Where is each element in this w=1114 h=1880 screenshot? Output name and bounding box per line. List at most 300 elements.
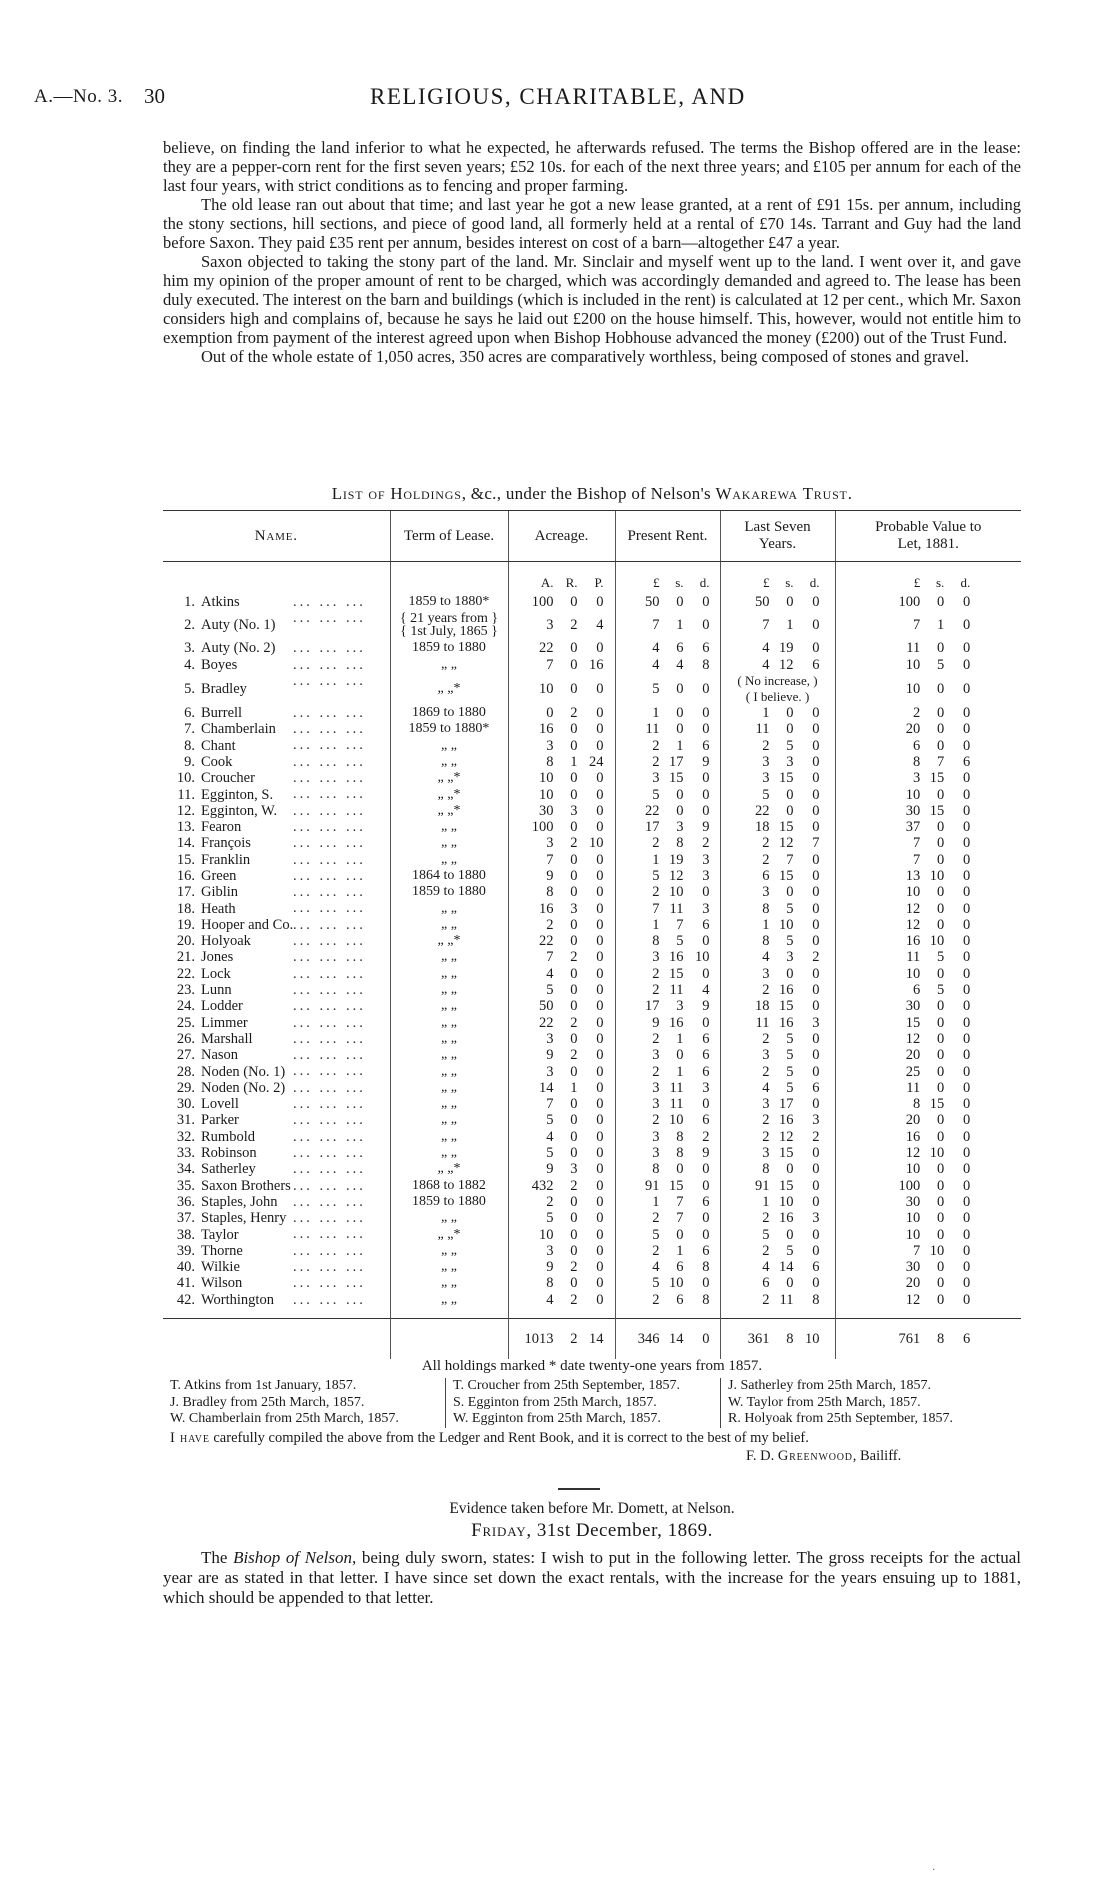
last-seven-years-cell: [720, 852, 835, 868]
probable-value-cell: [835, 770, 1021, 786]
present-rent-cell: [615, 1031, 720, 1047]
rent-minor: 0: [702, 594, 710, 611]
leader-dots: ... ... ...: [293, 933, 366, 950]
total-acreage-minor: 14: [589, 1330, 604, 1347]
leader-dots: ... ... ...: [293, 1226, 366, 1243]
rent-minor: 3: [702, 1079, 710, 1096]
last-middle: 3: [786, 949, 794, 966]
rent-minor: 0: [702, 884, 710, 901]
paragraph-4: Out of the whole estate of 1,050 acres, 350 acres are comparatively worthless, being composed of stones and gravel.: [201, 347, 969, 366]
present-rent-cell: [615, 835, 720, 851]
rent-middle: 0: [676, 1047, 684, 1064]
acreage-cell: [508, 754, 615, 770]
rent-major: 2: [652, 1210, 660, 1227]
holding-name: 31. Parker ... ... ...: [176, 1112, 366, 1129]
bailiff-signature: F. D. Greenwood, Bailiff.: [746, 1448, 902, 1464]
term-of-lease: „ „: [390, 1275, 508, 1291]
last-middle: 10: [779, 916, 794, 933]
probable-value-cell: [835, 933, 1021, 949]
holding-row: [163, 1210, 1021, 1226]
holding-name: 8. Chant ... ... ...: [184, 737, 366, 754]
holdings-table: [163, 510, 1021, 1359]
acreage-minor: 0: [596, 1275, 604, 1292]
acreage-middle: 0: [570, 1226, 578, 1243]
prob-middle: 0: [937, 680, 945, 697]
probable-value-cell: [835, 835, 1021, 851]
holding-name: 13. Fearon ... ... ...: [176, 818, 366, 836]
leader-dots: ... ... ...: [293, 1275, 366, 1292]
term-of-lease: „ „*: [390, 1161, 508, 1177]
last-major: 6: [762, 868, 770, 884]
last-minor: 0: [812, 753, 820, 770]
rent-major: 17: [645, 998, 660, 1015]
last-middle: 0: [786, 1226, 794, 1243]
prob-middle: 0: [937, 1014, 945, 1031]
last-minor: 0: [812, 916, 820, 933]
prob-minor: 0: [963, 770, 971, 787]
leader-dots: ... ... ...: [293, 1177, 366, 1194]
last-major: 4: [762, 640, 770, 657]
acreage-major: 3: [546, 737, 554, 754]
rent-unit-major: £: [653, 575, 660, 590]
last-major: 2: [762, 835, 770, 852]
reference-entry: T. Croucher from 25th September, 1857.: [453, 1378, 681, 1393]
holding-row: [163, 917, 1021, 933]
last-middle: 1: [786, 617, 794, 634]
prob-major: 3: [913, 770, 921, 787]
rent-minor: 0: [702, 770, 710, 787]
holding-name: 1. Atkins ... ... ...: [184, 594, 366, 611]
acreage-cell: [508, 852, 615, 868]
holding-row: [163, 949, 1021, 965]
acreage-middle: 2: [570, 705, 578, 722]
probable-value-cell: [835, 917, 1021, 933]
acreage-unit-major: A.: [540, 575, 554, 590]
rent-minor: 0: [702, 721, 710, 738]
present-rent-cell: [615, 1210, 720, 1226]
acreage-minor: 0: [596, 1063, 604, 1080]
acreage-minor: 0: [596, 916, 604, 933]
prob-minor: 0: [963, 1177, 971, 1194]
last-major: 18: [755, 819, 770, 836]
last-major: 8: [762, 1161, 770, 1178]
term-of-lease: „ „*: [390, 770, 508, 786]
acreage-major: 4: [546, 1291, 554, 1308]
rent-minor: 6: [702, 1242, 710, 1259]
acreage-cell: [508, 610, 615, 640]
prob-major: 11: [906, 1079, 921, 1096]
acreage-cell: [508, 966, 615, 982]
acreage-middle: 2: [570, 1291, 578, 1308]
present-rent-cell: [615, 1047, 720, 1063]
leader-dots: ... ... ...: [293, 900, 366, 917]
acreage-minor: 0: [596, 1014, 604, 1031]
acreage-cell: [508, 949, 615, 965]
term-of-lease: „ „: [390, 1210, 508, 1226]
witness-name: Bishop of Nelson: [233, 1548, 352, 1567]
probable-value-cell: [835, 1129, 1021, 1145]
last-middle: 16: [779, 982, 794, 999]
last-major: 1: [762, 1193, 770, 1210]
acreage-minor: 0: [596, 933, 604, 950]
acreage-middle: 0: [570, 933, 578, 950]
rent-major: 9: [652, 1014, 660, 1031]
acreage-middle: 0: [570, 1193, 578, 1210]
rent-minor: 0: [702, 965, 710, 982]
prob-minor: 0: [963, 705, 971, 722]
term-of-lease: „ „: [390, 1145, 508, 1161]
present-rent-cell: [615, 657, 720, 673]
present-rent-cell: [615, 982, 720, 998]
prob-major: 20: [905, 721, 921, 738]
prob-middle: 0: [937, 965, 945, 982]
leader-dots: ... ... ...: [293, 965, 366, 982]
leader-dots: ... ... ...: [293, 656, 366, 673]
leader-dots: ... ... ...: [293, 786, 366, 803]
acreage-cell: [508, 737, 615, 753]
last-middle: 5: [786, 1030, 794, 1047]
probable-value-cell: [835, 786, 1021, 802]
acreage-cell: [508, 1259, 615, 1275]
acreage-major: 7: [546, 1096, 554, 1113]
prob-middle: 0: [937, 1112, 945, 1129]
last-minor: 0: [812, 594, 820, 611]
rent-minor: 8: [702, 656, 710, 673]
rent-minor: 0: [702, 617, 710, 634]
rent-major: 3: [652, 770, 660, 787]
prob-middle: 10: [929, 933, 945, 950]
holding-row: [163, 933, 1021, 949]
holding-name: 12. Egginton, W. ... ... ...: [176, 802, 366, 819]
prob-middle: 0: [937, 1193, 945, 1210]
last-major: 2: [762, 1128, 770, 1145]
probable-value-cell: [835, 1194, 1021, 1210]
term-of-lease: „ „: [390, 1129, 508, 1145]
last-seven-years-cell: [720, 1080, 835, 1096]
acreage-major: 10: [539, 786, 554, 803]
acreage-cell: [508, 933, 615, 949]
acreage-middle: 0: [570, 594, 578, 611]
total-prob-middle: 8: [937, 1330, 945, 1347]
rent-middle: 8: [676, 1145, 684, 1162]
last-minor: 0: [812, 802, 820, 819]
rent-minor: 0: [702, 1210, 710, 1227]
acreage-middle: 0: [570, 680, 578, 697]
rent-major: 4: [652, 656, 660, 673]
prob-minor: 0: [963, 965, 971, 982]
last-middle: 5: [786, 737, 794, 754]
prob-minor: 0: [963, 1030, 971, 1047]
rent-major: 4: [652, 640, 660, 657]
last-seven-years-cell: [720, 884, 835, 900]
acreage-major: 10: [539, 770, 554, 787]
rent-major: 1: [652, 1193, 660, 1210]
last-middle: 0: [786, 721, 794, 738]
present-rent-cell: [615, 884, 720, 900]
rent-middle: 1: [676, 737, 684, 754]
holding-name: 24. Lodder ... ... ...: [176, 998, 366, 1015]
total-probable-value: [835, 1318, 1021, 1359]
acreage-cell: [508, 917, 615, 933]
term-of-lease: „ „: [390, 852, 508, 868]
prob-middle: 5: [937, 949, 945, 966]
prob-middle: 0: [937, 1030, 945, 1047]
prob-major: 20: [905, 1275, 921, 1292]
prob-major: 6: [913, 737, 921, 754]
prob-major: 20: [905, 1047, 921, 1064]
prob-minor: 0: [963, 594, 971, 611]
last-seven-years-cell: [720, 737, 835, 753]
holding-row: [163, 1226, 1021, 1242]
acreage-minor: 0: [596, 1047, 604, 1064]
holding-name: 34. Satherley ... ... ...: [176, 1161, 366, 1178]
acreage-middle: 2: [570, 1177, 578, 1194]
present-rent-cell: [615, 786, 720, 802]
acreage-cell: [508, 1178, 615, 1194]
last-major: 2: [762, 1242, 770, 1259]
acreage-minor: 0: [596, 900, 604, 917]
last-major: 2: [762, 1210, 770, 1227]
last-minor: 0: [812, 819, 820, 836]
reference-entry: W. Chamberlain from 25th March, 1857.: [170, 1411, 399, 1426]
acreage-minor: 0: [596, 949, 604, 966]
last-seven-years-cell: [720, 819, 835, 835]
prob-major: 8: [913, 753, 921, 770]
last-middle: 0: [786, 1275, 794, 1292]
last-middle: 15: [779, 770, 794, 787]
rent-middle: 6: [676, 1259, 684, 1276]
last-major: 4: [762, 949, 770, 966]
present-rent-cell: [615, 610, 720, 640]
last-major: 2: [762, 1291, 770, 1308]
leader-dots: ... ... ...: [293, 1063, 366, 1080]
acreage-cell: [508, 900, 615, 916]
last-middle: 12: [779, 835, 794, 852]
prob-middle: 0: [937, 705, 945, 722]
present-rent-cell: [615, 933, 720, 949]
prob-middle: 0: [937, 1161, 945, 1178]
holding-name: 22. Lock ... ... ...: [176, 965, 366, 982]
acreage-middle: 0: [570, 1242, 578, 1259]
rent-middle: 6: [676, 1291, 684, 1308]
prob-middle: 15: [929, 802, 945, 819]
acreage-minor: 16: [589, 656, 604, 673]
prob-major: 12: [905, 1145, 921, 1162]
prob-middle: 15: [929, 770, 945, 787]
holding-row: [163, 1194, 1021, 1210]
acreage-cell: [508, 868, 615, 884]
prob-minor: 0: [963, 1014, 971, 1031]
present-rent-cell: [615, 852, 720, 868]
rent-minor: 2: [702, 1128, 710, 1145]
term-of-lease: „ „: [390, 1096, 508, 1112]
leader-dots: ... ... ...: [293, 835, 366, 852]
rent-major: 7: [652, 617, 660, 634]
prob-minor: 0: [963, 786, 971, 803]
acreage-minor: 10: [589, 835, 604, 852]
rent-minor: 0: [702, 1177, 710, 1194]
prob-middle: 0: [937, 916, 945, 933]
acreage-major: 432: [531, 1177, 554, 1194]
prob-minor: 0: [963, 1079, 971, 1096]
acreage-middle: 0: [570, 656, 578, 673]
acreage-minor: 0: [596, 1242, 604, 1259]
last-major: 3: [762, 1145, 770, 1162]
prob-minor: 0: [963, 1242, 971, 1259]
acreage-cell: [508, 1080, 615, 1096]
acreage-middle: 1: [570, 753, 578, 770]
evidence-date: Friday, 31st December, 1869.: [471, 1520, 713, 1541]
holding-name: 15. Franklin ... ... ...: [176, 851, 366, 868]
column-divider: [445, 1378, 446, 1428]
rent-major: 8: [652, 1161, 660, 1178]
acreage-major: 16: [539, 721, 554, 738]
acreage-cell: [508, 705, 615, 721]
holding-name: 38. Taylor ... ... ...: [176, 1226, 366, 1243]
paragraph-1: believe, on finding the land inferior to what he expected, he afterwards refused. The terms the Bishop offered are in the lease: they are a pepper-corn rent for the first seven years; £52 10s. for each of the next three years; and £105 per annum for each of the last four years, with strict conditions as to fencing and proper farming.: [163, 138, 1021, 195]
acreage-major: 5: [546, 1112, 554, 1129]
probable-value-cell: [835, 640, 1021, 656]
leader-dots: ... ... ...: [293, 802, 366, 819]
acreage-major: 8: [546, 1275, 554, 1292]
last-minor: 0: [812, 851, 820, 868]
rent-major: 2: [652, 1291, 660, 1308]
holding-row: [163, 1259, 1021, 1275]
term-of-lease: „ „: [390, 835, 508, 851]
holding-row: [163, 1243, 1021, 1259]
rent-middle: 8: [676, 835, 684, 852]
last-seven-years-cell: [720, 1129, 835, 1145]
running-title: RELIGIOUS, CHARITABLE, AND: [370, 84, 746, 109]
last-major: 8: [762, 933, 770, 950]
present-rent-cell: [615, 1096, 720, 1112]
term-of-lease: „ „: [390, 819, 508, 835]
acreage-minor: 0: [596, 1259, 604, 1276]
last-middle: 0: [786, 1161, 794, 1178]
probable-value-cell: [835, 673, 1021, 705]
acreage-middle: 0: [570, 640, 578, 657]
prob-minor: 6: [963, 753, 971, 770]
rent-major: 2: [652, 1242, 660, 1259]
prob-minor: 0: [963, 1128, 971, 1145]
present-rent-cell: [615, 1161, 720, 1177]
present-rent-cell: [615, 1063, 720, 1079]
acreage-minor: 0: [596, 802, 604, 819]
reference-column-2: [453, 1378, 680, 1428]
last-minor: 0: [812, 1242, 820, 1259]
acreage-minor: 0: [596, 851, 604, 868]
acreage-middle: 0: [570, 1210, 578, 1227]
prob-middle: 7: [937, 753, 945, 770]
total-last-middle: 8: [786, 1330, 794, 1347]
acreage-middle: 0: [570, 1063, 578, 1080]
rent-middle: 11: [669, 900, 684, 917]
rent-major: 5: [652, 680, 660, 697]
prob-minor: 0: [963, 819, 971, 836]
last-minor: 6: [812, 656, 820, 673]
term-of-lease: „ „: [390, 754, 508, 770]
acreage-major: 10: [539, 680, 554, 697]
acreage-cell: [508, 1129, 615, 1145]
table-header-row: [163, 511, 1021, 562]
rent-major: 1: [652, 916, 660, 933]
prob-minor: 0: [963, 1259, 971, 1276]
acreage-minor: 0: [596, 819, 604, 836]
leader-dots: ... ... ...: [293, 640, 366, 657]
present-rent-cell: [615, 900, 720, 916]
acreage-cell: [508, 835, 615, 851]
prob-major: 7: [913, 1242, 921, 1259]
acreage-major: 5: [546, 1210, 554, 1227]
rent-major: 2: [652, 1030, 660, 1047]
acreage-cell: [508, 1031, 615, 1047]
present-rent-cell: [615, 1178, 720, 1194]
rent-middle: 7: [676, 1210, 684, 1227]
present-rent-cell: [615, 594, 720, 610]
holding-name: 32. Rumbold ... ... ...: [176, 1128, 366, 1145]
holding-row: [163, 835, 1021, 851]
term-of-lease: „ „: [390, 1259, 508, 1275]
last-major: 1: [762, 916, 770, 933]
reference-entry: T. Atkins from 1st January, 1857.: [170, 1378, 357, 1393]
holding-name: 18. Heath ... ... ...: [176, 900, 366, 917]
prob-minor: 0: [963, 617, 971, 634]
acreage-middle: 0: [570, 1128, 578, 1145]
rent-major: 3: [652, 1096, 660, 1113]
last-major: 2: [762, 851, 770, 868]
probable-value-cell: [835, 1259, 1021, 1275]
rent-major: 22: [645, 802, 660, 819]
term-of-lease: „ „*: [390, 803, 508, 819]
acreage-middle: 0: [570, 737, 578, 754]
probable-value-cell: [835, 1063, 1021, 1079]
rent-middle: 0: [676, 786, 684, 803]
last-seven-years-cell: [720, 900, 835, 916]
prob-major: 10: [905, 965, 921, 982]
rent-major: 2: [652, 835, 660, 852]
last-seven-years-cell: [720, 835, 835, 851]
holding-row: [163, 868, 1021, 884]
rent-minor: 0: [702, 680, 710, 697]
term-of-lease: „ „: [390, 657, 508, 673]
present-rent-cell: [615, 640, 720, 656]
acreage-major: 16: [539, 900, 554, 917]
prob-middle: 15: [929, 1096, 945, 1113]
probable-value-cell: [835, 1112, 1021, 1128]
last-middle: 16: [779, 1112, 794, 1129]
last-major: 5: [762, 786, 770, 803]
last-seven-years-cell: [720, 1063, 835, 1079]
last-middle: 5: [786, 1242, 794, 1259]
last-unit-middle: s.: [785, 575, 794, 590]
holding-row: [163, 754, 1021, 770]
header-last-seven-years: Last Seven Years.: [720, 511, 835, 562]
holding-row: [163, 852, 1021, 868]
term-of-lease: 1859 to 1880: [390, 884, 508, 900]
acreage-minor: 0: [596, 884, 604, 901]
last-unit-major: £: [763, 575, 770, 590]
prob-minor: 0: [963, 1226, 971, 1243]
prob-minor: 0: [963, 1161, 971, 1178]
acreage-major: 2: [546, 916, 554, 933]
acreage-major: 5: [546, 1145, 554, 1162]
holding-row: [163, 610, 1021, 640]
acreage-cell: [508, 982, 615, 998]
holding-row: [163, 900, 1021, 916]
prob-minor: 0: [963, 916, 971, 933]
last-middle: 19: [779, 640, 794, 657]
header-name: Name.: [163, 511, 390, 562]
